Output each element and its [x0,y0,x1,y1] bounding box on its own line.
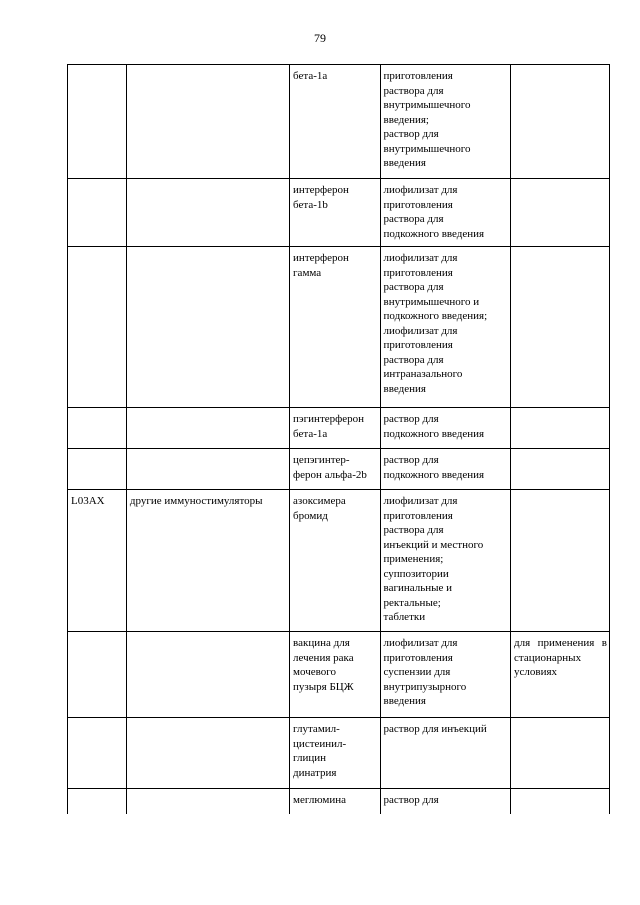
group-cell [126,718,289,789]
atc-code-cell [68,179,127,247]
atc-code-cell [68,718,127,789]
note-cell [511,718,610,789]
atc-code-cell [68,632,127,718]
dosage-form-cell: лиофилизат для приготовления раствора для внутримышечного и подкожного введения; лиофилизат для приготовления раствора для интраназального введения [380,247,511,408]
drug-name-cell: меглюмина [290,789,381,814]
drug-name-cell: пэгинтерферон бета-1a [290,408,381,449]
table-row [68,718,610,789]
group-cell [126,65,289,179]
drug-name-cell: интерферон бета-1b [290,179,381,247]
drug-name-cell: цепэгинтер- ферон альфа-2b [290,449,381,490]
table-row [68,632,610,718]
note-cell [511,408,610,449]
group-cell [126,632,289,718]
note-cell [511,490,610,632]
atc-code-cell: L03AX [68,490,127,632]
note-cell [511,449,610,490]
dosage-form-cell: приготовления раствора для внутримышечного введения; раствор для внутримышечного введения [380,65,511,179]
group-cell [126,179,289,247]
note-cell: для применения в стационарных условиях [511,632,610,718]
dosage-form-cell: раствор для инъекций [380,718,511,789]
dosage-form-cell: лиофилизат для приготовления раствора для инъекций и местного применения; суппозитории вагинальные и ректальные; таблетки [380,490,511,632]
table-row [68,449,610,490]
dosage-form-cell: раствор для подкожного введения [380,449,511,490]
drug-name-cell: глутамил- цистеинил- глицин динатрия [290,718,381,789]
group-cell [126,247,289,408]
dosage-form-cell: раствор для [380,789,511,814]
note-cell [511,247,610,408]
drug-table [67,64,610,814]
group-cell [126,408,289,449]
drug-name-cell: бета-1a [290,65,381,179]
group-cell: другие иммуностимуляторы [126,490,289,632]
table-row [68,179,610,247]
atc-code-cell [68,449,127,490]
atc-code-cell [68,408,127,449]
note-cell [511,789,610,814]
note-cell [511,179,610,247]
table-row [68,247,610,408]
table-row [68,65,610,179]
table-row [68,408,610,449]
atc-code-cell [68,789,127,814]
atc-code-cell [68,65,127,179]
page-number: 79 [314,31,326,45]
dosage-form-cell: лиофилизат для приготовления суспензии для внутрипузырного введения [380,632,511,718]
drug-name-cell: вакцина для лечения рака мочевого пузыря БЦЖ [290,632,381,718]
dosage-form-cell: раствор для подкожного введения [380,408,511,449]
table-row [68,789,610,814]
note-cell [511,65,610,179]
group-cell [126,449,289,490]
drug-name-cell: азоксимера бромид [290,490,381,632]
atc-code-cell [68,247,127,408]
dosage-form-cell: лиофилизат для приготовления раствора для подкожного введения [380,179,511,247]
drug-name-cell: интерферон гамма [290,247,381,408]
group-cell [126,789,289,814]
table-row [68,490,610,632]
